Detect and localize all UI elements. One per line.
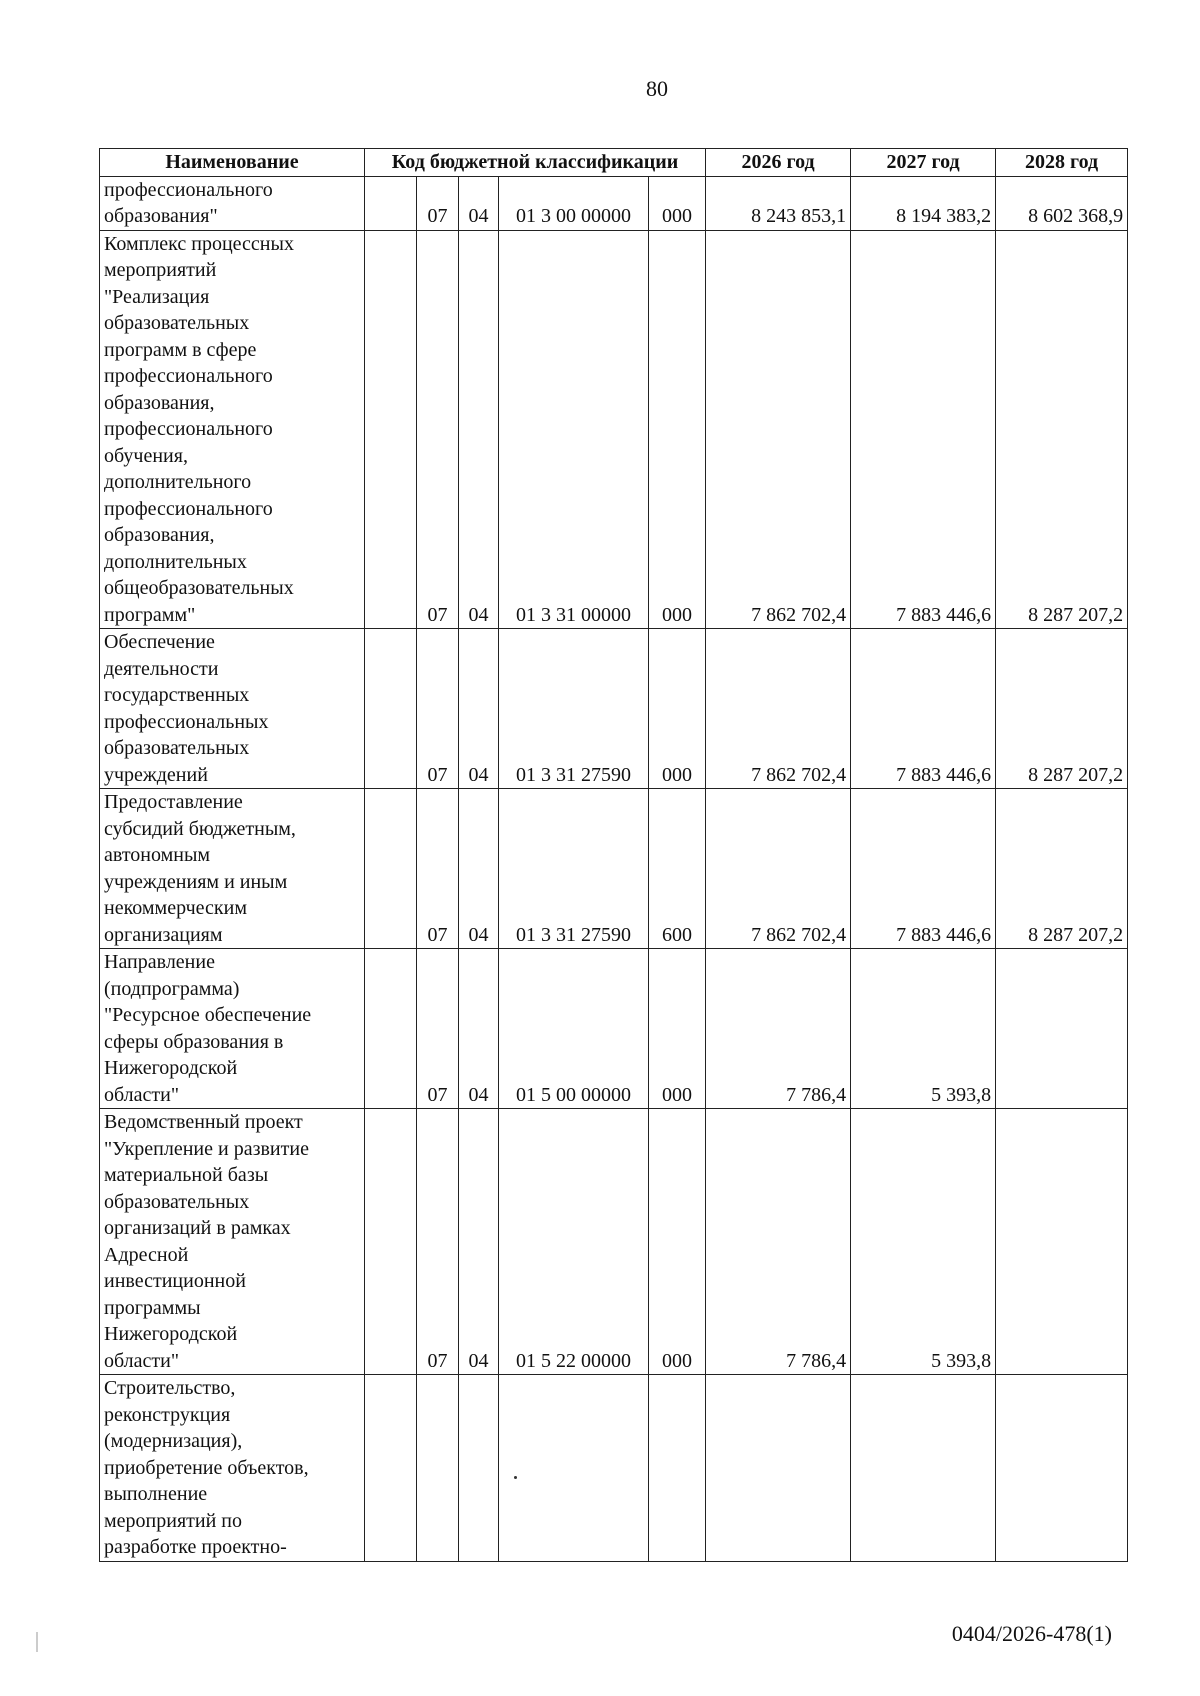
code-section-cell [417, 1375, 459, 1562]
code-empty-cell [365, 629, 417, 789]
scan-speck [514, 1476, 517, 1479]
value-2026-cell: 7 786,4 [706, 949, 851, 1109]
code-subsection-cell: 04 [459, 949, 499, 1109]
value-2028-cell [996, 949, 1128, 1109]
value-2026-cell: 8 243 853,1 [706, 176, 851, 230]
table-row [100, 629, 1128, 789]
code-section-cell: 07 [417, 176, 459, 230]
budget-table [99, 148, 1128, 1562]
value-2026-cell [706, 1375, 851, 1562]
value-2027-cell: 8 194 383,2 [851, 176, 996, 230]
code-target-article-cell: 01 5 00 00000 [499, 949, 649, 1109]
code-section-cell: 07 [417, 629, 459, 789]
value-2027-cell: 7 883 446,6 [851, 789, 996, 949]
code-empty-cell [365, 1109, 417, 1375]
value-2026-cell: 7 862 702,4 [706, 789, 851, 949]
code-target-article-cell: 01 3 31 00000 [499, 230, 649, 629]
code-expense-type-cell: 000 [649, 629, 706, 789]
code-expense-type-cell: 000 [649, 1109, 706, 1375]
code-empty-cell [365, 1375, 417, 1562]
code-subsection-cell: 04 [459, 789, 499, 949]
code-subsection-cell: 04 [459, 230, 499, 629]
code-empty-cell [365, 230, 417, 629]
header-year-2028: 2028 год [996, 149, 1128, 177]
value-2028-cell: 8 287 207,2 [996, 230, 1128, 629]
value-2026-cell: 7 786,4 [706, 1109, 851, 1375]
code-empty-cell [365, 789, 417, 949]
code-subsection-cell: 04 [459, 629, 499, 789]
code-target-article-cell: 01 3 00 00000 [499, 176, 649, 230]
header-year-2027: 2027 год [851, 149, 996, 177]
row-name-cell: Направление (подпрограмма) "Ресурсное обеспечение сферы образования в Нижегородской области" [100, 949, 365, 1109]
table-row [100, 789, 1128, 949]
code-expense-type-cell: 000 [649, 949, 706, 1109]
page-number: 80 [646, 76, 668, 101]
value-2027-cell: 5 393,8 [851, 1109, 996, 1375]
row-name-cell: Ведомственный проект "Укрепление и развитие материальной базы образовательных организаций в рамках Адресной инвестиционной программы Нижегородской области" [100, 1109, 365, 1375]
value-2028-cell: 8 287 207,2 [996, 629, 1128, 789]
code-target-article-cell [499, 1375, 649, 1562]
value-2026-cell: 7 862 702,4 [706, 230, 851, 629]
code-target-article-cell: 01 3 31 27590 [499, 789, 649, 949]
code-expense-type-cell: 000 [649, 176, 706, 230]
value-2027-cell: 5 393,8 [851, 949, 996, 1109]
code-subsection-cell: 04 [459, 176, 499, 230]
code-expense-type-cell: 600 [649, 789, 706, 949]
code-section-cell: 07 [417, 1109, 459, 1375]
table-body [100, 176, 1128, 1561]
code-subsection-cell: 04 [459, 1109, 499, 1375]
table-row [100, 230, 1128, 629]
document-id: 0404/2026-478(1) [951, 1621, 1112, 1646]
code-expense-type-cell: 000 [649, 230, 706, 629]
value-2028-cell [996, 1109, 1128, 1375]
value-2027-cell: 7 883 446,6 [851, 629, 996, 789]
value-2027-cell [851, 1375, 996, 1562]
table-row [100, 176, 1128, 230]
code-empty-cell [365, 949, 417, 1109]
code-subsection-cell [459, 1375, 499, 1562]
code-section-cell: 07 [417, 789, 459, 949]
value-2027-cell: 7 883 446,6 [851, 230, 996, 629]
value-2028-cell [996, 1375, 1128, 1562]
table-header-row [100, 149, 1128, 177]
row-name-cell: Обеспечение деятельности государственных профессиональных образовательных учреждений [100, 629, 365, 789]
row-name-cell: Комплекс процессных мероприятий "Реализация образовательных программ в сфере профессионального образования, профессионального обучения, дополнительного профессионального образования, дополнительных общеобразовательных программ" [100, 230, 365, 629]
header-year-2026: 2026 год [706, 149, 851, 177]
value-2026-cell: 7 862 702,4 [706, 629, 851, 789]
margin-mark [36, 1632, 38, 1652]
code-section-cell: 07 [417, 230, 459, 629]
row-name-cell: профессионального образования" [100, 176, 365, 230]
code-expense-type-cell [649, 1375, 706, 1562]
header-name: Наименование [100, 149, 365, 177]
code-target-article-cell: 01 5 22 00000 [499, 1109, 649, 1375]
row-name-cell: Строительство, реконструкция (модернизация), приобретение объектов, выполнение мероприятий по разработке проектно- [100, 1375, 365, 1562]
value-2028-cell: 8 287 207,2 [996, 789, 1128, 949]
row-name-cell: Предоставление субсидий бюджетным, автономным учреждениям и иным некоммерческим организациям [100, 789, 365, 949]
code-section-cell: 07 [417, 949, 459, 1109]
table-row [100, 1109, 1128, 1375]
table-row [100, 1375, 1128, 1562]
table-row [100, 949, 1128, 1109]
code-target-article-cell: 01 3 31 27590 [499, 629, 649, 789]
value-2028-cell: 8 602 368,9 [996, 176, 1128, 230]
code-empty-cell [365, 176, 417, 230]
header-budget-code: Код бюджетной классификации [365, 149, 706, 177]
